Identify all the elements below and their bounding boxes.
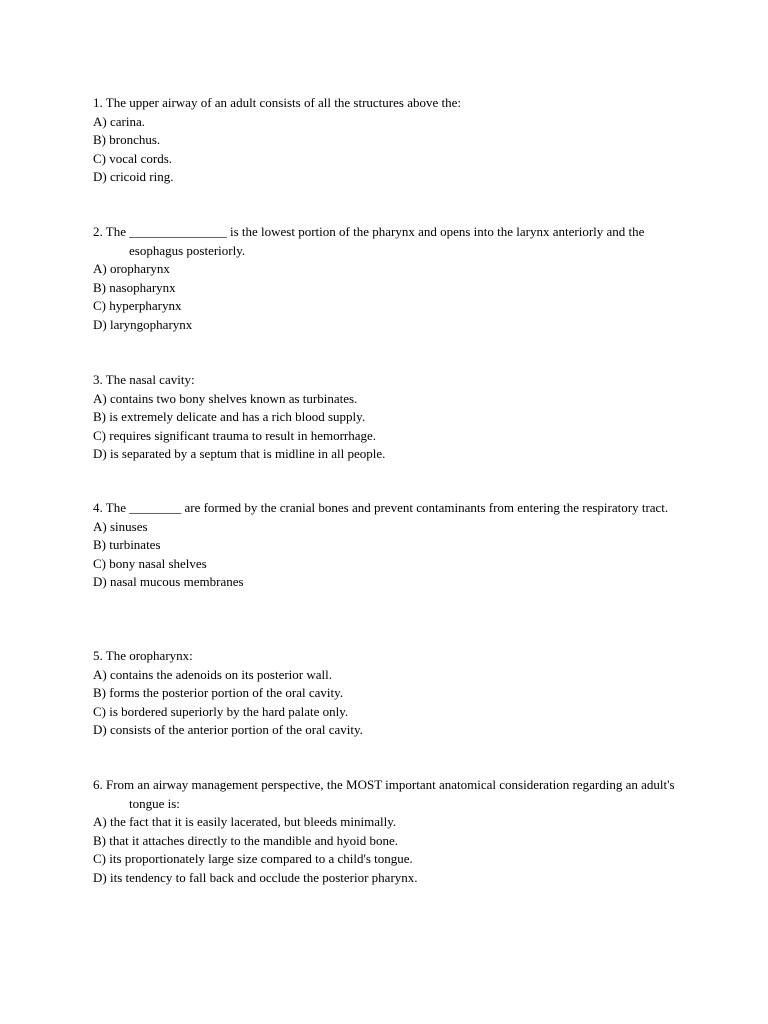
option-a: A) contains the adenoids on its posterior wall.	[93, 666, 333, 682]
option-c: C) vocal cords.	[93, 150, 173, 166]
option-b: B) forms the posterior portion of the oral cavity.	[93, 685, 344, 700]
option-d: D) cricoid ring.	[93, 169, 174, 184]
option-d: D) laryngopharynx	[93, 316, 193, 332]
option-c: C) bony nasal shelves	[93, 555, 207, 571]
question-stem: 3. The nasal cavity:	[93, 372, 195, 387]
option-d: D) nasal mucous membranes	[93, 574, 244, 589]
option-b: B) that it attaches directly to the mandible and hyoid bone.	[93, 832, 399, 848]
question-stem: 1. The upper airway of an adult consists of all the structures above the:	[93, 95, 461, 110]
option-a: A) the fact that it is easily lacerated, but bleeds minimally.	[93, 814, 397, 829]
question-1	[93, 94, 693, 187]
question-6	[93, 776, 693, 887]
option-b: B) is extremely delicate and has a rich blood supply.	[93, 409, 366, 424]
option-c: C) hyperpharynx	[93, 298, 182, 313]
option-a: A) carina.	[93, 113, 145, 129]
question-stem: 5. The oropharynx:	[93, 648, 193, 663]
option-d: D) its tendency to fall back and occlude the posterior pharynx.	[93, 869, 418, 885]
question-3	[93, 371, 693, 464]
question-2	[93, 223, 693, 334]
option-d: D) is separated by a septum that is midline in all people.	[93, 446, 386, 461]
option-b: B) turbinates	[93, 537, 161, 552]
question-stem: 6. From an airway management perspective, the MOST important anatomical consideration regarding an adult's tongue is:	[93, 777, 675, 811]
option-a: A) contains two bony shelves known as turbinates.	[93, 390, 358, 406]
question-5	[93, 647, 693, 740]
option-d: D) consists of the anterior portion of the oral cavity.	[93, 722, 363, 737]
option-c: C) its proportionately large size compared to a child's tongue.	[93, 851, 413, 866]
option-a: A) oropharynx	[93, 261, 170, 276]
option-a: A) sinuses	[93, 518, 148, 534]
option-c: C) requires significant trauma to result in hemorrhage.	[93, 427, 377, 443]
question-stem: 2. The _______________ is the lowest portion of the pharynx and opens into the larynx anteriorly and the esophagus posteriorly.	[93, 224, 645, 258]
question-4	[93, 499, 693, 592]
option-b: B) nasopharynx	[93, 279, 176, 295]
option-c: C) is bordered superiorly by the hard palate only.	[93, 703, 349, 719]
question-stem: 4. The ________ are formed by the cranial bones and prevent contaminants from entering the respiratory tract.	[93, 500, 669, 515]
option-b: B) bronchus.	[93, 132, 161, 147]
